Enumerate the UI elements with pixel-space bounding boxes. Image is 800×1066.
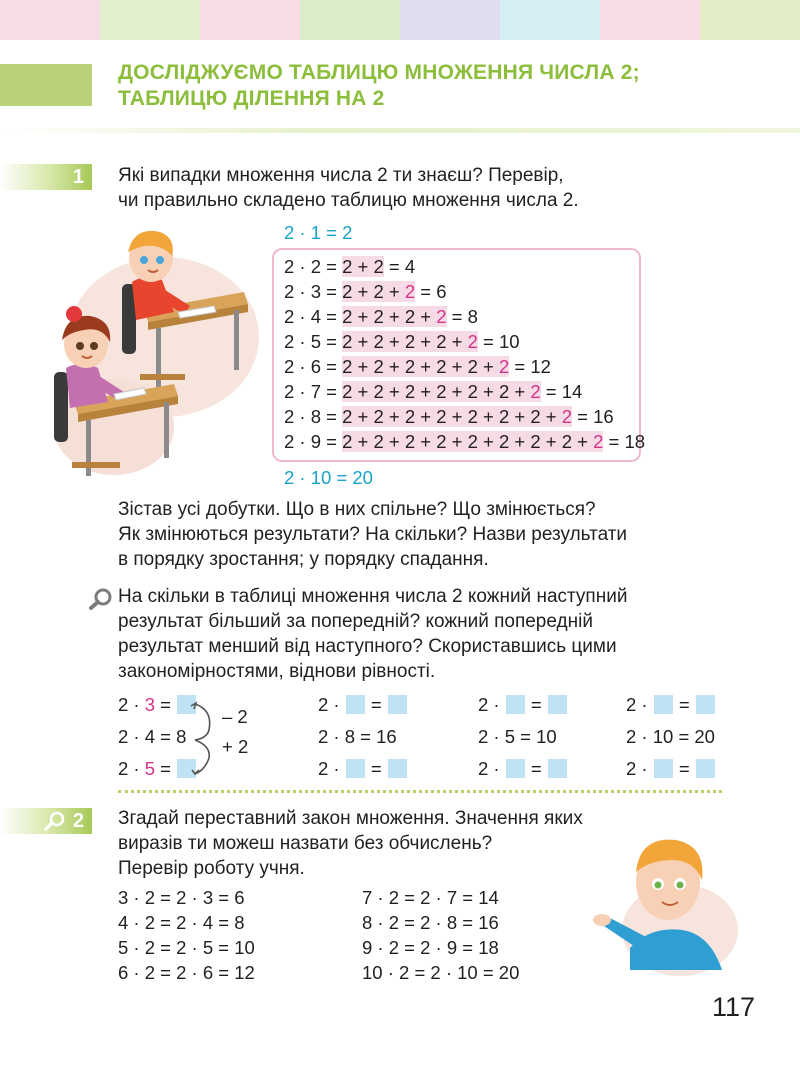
table-row-sum-highlight	[342, 356, 509, 377]
table-row-result: = 8	[446, 306, 478, 327]
answer-box[interactable]	[346, 759, 365, 778]
equation-col-4-top	[626, 692, 716, 717]
answer-box[interactable]	[696, 695, 715, 714]
step-arrows-icon	[189, 700, 219, 776]
table-row-sum: 2 + 2 + 2 + 2 +	[342, 331, 468, 352]
title-accent-bar	[0, 64, 92, 106]
equation-highlight-number: 3	[144, 694, 156, 715]
page-title	[118, 60, 778, 112]
table-row-sum-highlight	[342, 281, 415, 302]
task-1-intro	[118, 163, 579, 213]
answer-box[interactable]	[696, 759, 715, 778]
table-row-added-term: 2	[436, 306, 447, 327]
magnifier-icon	[88, 587, 114, 611]
equation-part: 2 ·	[318, 758, 345, 779]
student-equation: 3 · 2 = 2 · 3 = 6	[118, 887, 245, 908]
student-equation: 10 · 2 = 2 · 10 = 20	[362, 962, 520, 983]
equation-col-3-top	[478, 692, 568, 717]
table-last-row: 2 · 10 = 20	[284, 467, 373, 488]
equation-col-4-bottom	[626, 756, 716, 781]
answer-box[interactable]	[548, 695, 567, 714]
table-row-added-term: 2	[530, 381, 541, 402]
table-row-sum: 2 + 2 + 2 + 2 + 2 +	[342, 356, 499, 377]
equation-col-1-middle: 2 · 4 = 8	[118, 726, 187, 747]
task-1-intro-line-1: Які випадки множення числа 2 ти знаєш? Перевір,	[118, 165, 564, 186]
research-line-1: На скільки в таблиці множення числа 2 кожний наступний	[118, 586, 628, 607]
equation-part: =	[155, 694, 177, 715]
equation-col-2-middle: 2 · 8 = 16	[318, 726, 397, 747]
research-line-3: результат менший від наступного? Скориставшись цими	[118, 636, 617, 657]
task-2-line-1: Згадай переставний закон множення. Значення яких	[118, 808, 583, 829]
table-row-factor: 2 · 6 =	[284, 356, 343, 377]
equation-part: 2 ·	[478, 694, 505, 715]
table-row-sum-highlight	[342, 431, 603, 452]
equation-highlight-number: 5	[144, 758, 156, 779]
equation-col-4-middle: 2 · 10 = 20	[626, 726, 715, 747]
children-at-desks-illustration	[44, 222, 264, 494]
equation-col-3-middle: 2 · 5 = 10	[478, 726, 557, 747]
page-number: 117	[712, 992, 756, 1022]
magnifier-icon	[43, 811, 67, 831]
table-row-factor: 2 · 4 =	[284, 306, 343, 327]
pointing-boy-illustration	[590, 830, 740, 980]
table-row	[284, 354, 551, 379]
table-row-sum-highlight	[342, 381, 541, 402]
table-row-sum: 2 + 2 + 2 + 2 + 2 + 2 + 2 + 2 +	[342, 431, 594, 452]
equation-part: =	[673, 758, 695, 779]
table-row-result: = 6	[415, 281, 447, 302]
answer-box[interactable]	[654, 695, 673, 714]
task-2-text	[118, 806, 583, 881]
equation-part: 2 ·	[118, 694, 145, 715]
equation-part: 2 ·	[318, 694, 345, 715]
equation-part: 2 ·	[478, 758, 505, 779]
table-row	[284, 329, 520, 354]
table-row-sum: 2 + 2 +	[342, 281, 405, 302]
answer-box[interactable]	[654, 759, 673, 778]
table-row-result: = 18	[603, 431, 646, 452]
equation-part: =	[365, 758, 387, 779]
task-2-tab	[0, 808, 92, 834]
table-row-sum-highlight	[342, 306, 446, 327]
task-2-line-3: Перевір роботу учня.	[118, 858, 305, 879]
table-row-result: = 16	[572, 406, 614, 427]
title-line-2: ТАБЛИЦЮ ДІЛЕННЯ НА 2	[118, 87, 385, 110]
top-color-strip	[0, 0, 800, 40]
table-row	[284, 429, 645, 454]
task-2-number: 2	[72, 809, 84, 832]
table-row-result: = 12	[509, 356, 551, 377]
table-row-added-term: 2	[498, 356, 510, 377]
table-row-factor: 2 · 8 =	[284, 406, 343, 427]
table-first-row: 2 · 1 = 2	[284, 222, 353, 243]
task-2-left-column	[118, 885, 255, 985]
equation-part: =	[155, 758, 177, 779]
task-1-number: 1	[72, 165, 84, 188]
table-row-result: = 10	[477, 331, 520, 352]
equation-col-1-bottom	[118, 756, 197, 781]
strip-segment	[300, 0, 400, 40]
equation-part: 2 ·	[626, 758, 653, 779]
plus-two-label: + 2	[222, 736, 249, 757]
task-1-tab	[0, 164, 92, 190]
equation-part: =	[525, 694, 547, 715]
strip-segment	[400, 0, 500, 40]
answer-box[interactable]	[388, 695, 407, 714]
strip-segment	[600, 0, 700, 40]
task-1-compare	[118, 497, 627, 572]
task-1-intro-line-2: чи правильно складено таблицю множення числа 2.	[118, 190, 579, 211]
table-row-factor: 2 · 9 =	[284, 431, 343, 452]
table-row	[284, 304, 478, 329]
table-row	[284, 404, 614, 429]
title-line-1: ДОСЛІДЖУЄМО ТАБЛИЦЮ МНОЖЕННЯ ЧИСЛА 2;	[118, 61, 640, 84]
minus-two-label: – 2	[222, 706, 248, 727]
equation-col-3-bottom	[478, 756, 568, 781]
table-row-sum: 2 + 2	[342, 256, 384, 277]
answer-box[interactable]	[548, 759, 567, 778]
equation-part: 2 ·	[626, 694, 653, 715]
equation-col-1-top	[118, 692, 197, 717]
table-row	[284, 379, 582, 404]
table-row-added-term: 2	[561, 406, 573, 427]
strip-segment	[200, 0, 300, 40]
answer-box[interactable]	[388, 759, 407, 778]
student-equation: 5 · 2 = 2 · 5 = 10	[118, 937, 255, 958]
table-row-result: = 4	[383, 256, 416, 277]
table-row	[284, 254, 415, 279]
equation-col-2-bottom	[318, 756, 408, 781]
answer-box[interactable]	[346, 695, 365, 714]
table-row-sum: 2 + 2 + 2 + 2 + 2 + 2 + 2 +	[342, 406, 562, 427]
table-row-sum-highlight	[342, 406, 572, 427]
table-row-factor: 2 · 2 =	[284, 256, 343, 277]
equation-col-2-top	[318, 692, 408, 717]
table-row-factor: 2 · 7 =	[284, 381, 343, 402]
table-row-sum: 2 + 2 + 2 + 2 + 2 + 2 +	[342, 381, 531, 402]
table-row-factor: 2 · 3 =	[284, 281, 343, 302]
table-row-added-term: 2	[593, 431, 604, 452]
task-2-line-2: виразів ти можеш назвати без обчислень?	[118, 833, 493, 854]
table-row	[284, 279, 447, 304]
answer-box[interactable]	[506, 759, 525, 778]
student-equation: 7 · 2 = 2 · 7 = 14	[362, 887, 499, 908]
strip-segment	[500, 0, 600, 40]
strip-segment	[0, 0, 100, 40]
equation-part: 2 ·	[118, 758, 145, 779]
research-text	[118, 584, 627, 684]
table-row-sum-highlight	[342, 331, 478, 352]
equation-part: =	[365, 694, 387, 715]
table-row-added-term: 2	[404, 281, 416, 302]
compare-line-2: Як змінюються результати? На скільки? Назви результати	[118, 524, 628, 545]
task-2-right-column	[362, 885, 519, 985]
research-line-4: закономірностями, віднови рівності.	[118, 661, 436, 682]
equation-part: =	[525, 758, 547, 779]
answer-box[interactable]	[506, 695, 525, 714]
compare-line-3: в порядку зростання; у порядку спадання.	[118, 549, 489, 570]
student-equation: 6 · 2 = 2 · 6 = 12	[118, 962, 255, 983]
strip-segment	[100, 0, 200, 40]
dotted-divider	[118, 790, 722, 793]
student-equation: 9 · 2 = 2 · 9 = 18	[362, 937, 499, 958]
strip-segment	[700, 0, 800, 40]
table-row-factor: 2 · 5 =	[284, 331, 343, 352]
table-row-added-term: 2	[467, 331, 478, 352]
research-line-2: результат більший за попередній? кожний попередній	[118, 611, 593, 632]
table-row-result: = 14	[540, 381, 583, 402]
table-row-sum: 2 + 2 + 2 +	[342, 306, 437, 327]
student-equation: 8 · 2 = 2 · 8 = 16	[362, 912, 499, 933]
compare-line-1: Зістав усі добутки. Що в них спільне? Що змінюється?	[118, 499, 596, 520]
equation-part: =	[673, 694, 695, 715]
table-row-sum-highlight	[342, 256, 384, 277]
title-divider	[0, 128, 800, 133]
student-equation: 4 · 2 = 2 · 4 = 8	[118, 912, 245, 933]
